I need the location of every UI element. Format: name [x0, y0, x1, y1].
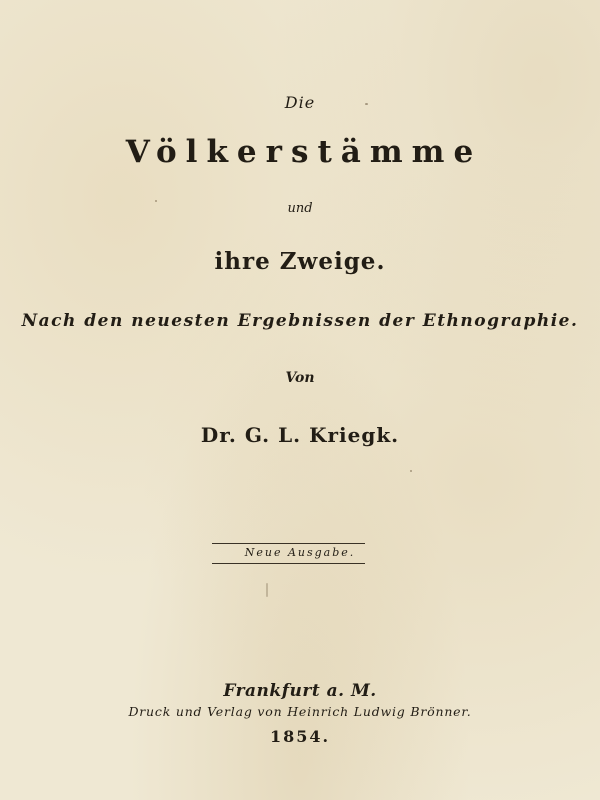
imprint-place: Frankfurt a. M.	[223, 681, 377, 701]
subtitle: Nach den neuesten Ergebnissen der Ethnographie.	[21, 311, 579, 331]
main-title: Völkerstämme	[125, 134, 483, 170]
imprint-year: 1854.	[269, 727, 331, 746]
author-name: Dr. G. L. Kriegk.	[200, 423, 400, 447]
title-article: Die	[284, 93, 316, 112]
edition-label: Neue Ausgabe.	[244, 546, 356, 559]
title-conjunction: und	[287, 201, 313, 216]
edition-rule-top	[212, 543, 365, 544]
byline-prefix: Von	[285, 370, 315, 386]
edition-rule-bottom	[212, 563, 365, 564]
title-continued: ihre Zweige.	[214, 248, 386, 275]
paper-speck	[410, 470, 412, 472]
paper-speck	[365, 103, 368, 105]
paper-speck	[266, 583, 268, 597]
paper-speck	[155, 200, 157, 202]
imprint-publisher: Druck und Verlag von Heinrich Ludwig Brönner.	[128, 704, 472, 719]
